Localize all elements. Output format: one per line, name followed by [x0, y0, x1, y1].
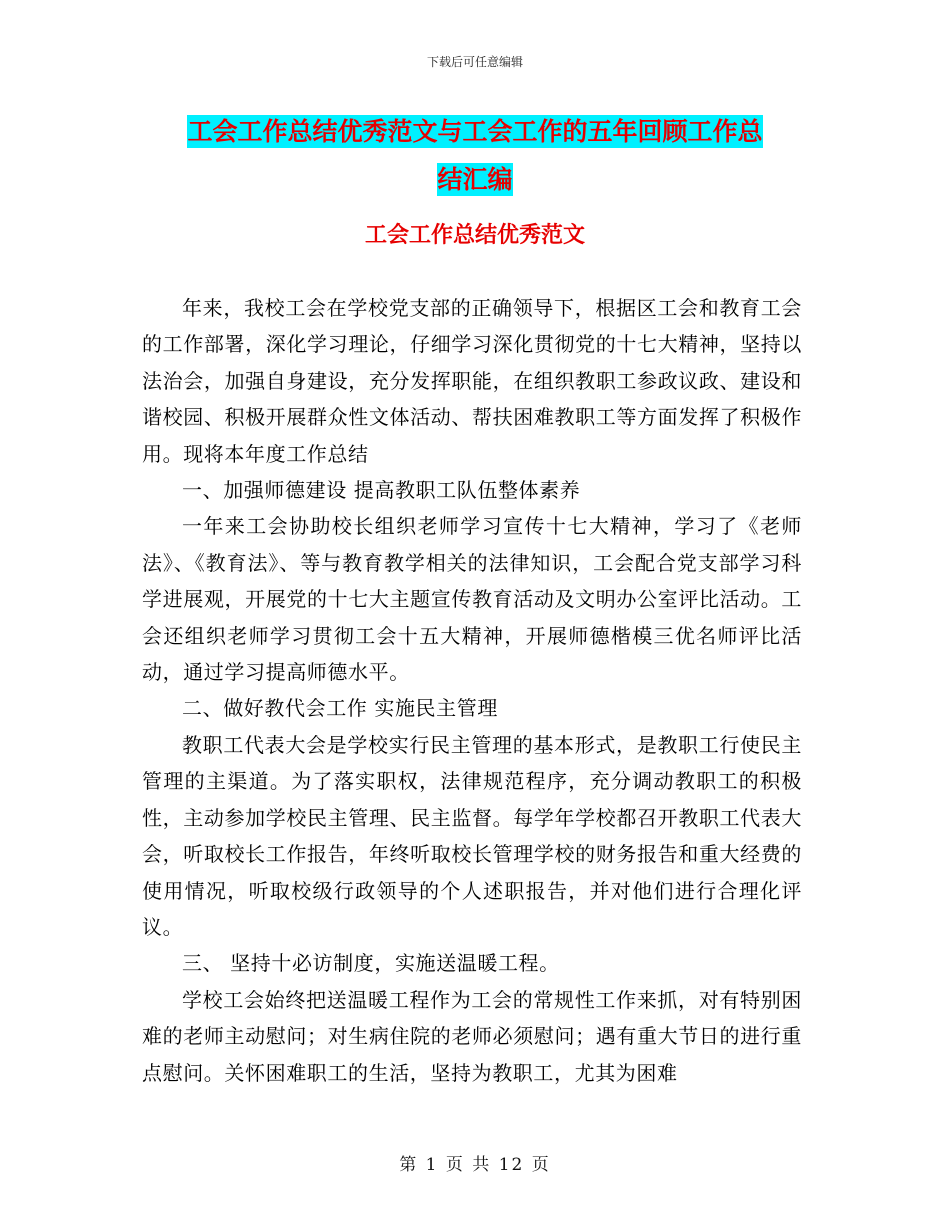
- paragraph-3: 学校工会始终把送温暖工程作为工会的常规性工作来抓，对有特别困难的老师主动慰问；对生病住院的老师必须慰问；遇有重大节日的进行重点慰问。关怀困难职工的生活，坚持为教职工，尤其为困难: [142, 987, 802, 1085]
- document-title: [140, 108, 810, 204]
- document-body: [142, 290, 802, 1091]
- page-footer: 第 1 页 共 12 页: [399, 1155, 551, 1175]
- paragraph-2: 教职工代表大会是学校实行民主管理的基本形式，是教职工行使民主管理的主渠道。为了落实职权，法律规范程序，充分调动教职工的积极性，主动参加学校民主管理、民主监督。每学年学校都召开教职工代表大会，听取校长工作报告，年终听取校长管理学校的财务报告和重大经费的使用情况，听取校级行政领导的个人述职报告，并对他们进行合理化评议。: [142, 732, 802, 939]
- heading-3: 三、 坚持十必访制度，实施送温暖工程。: [182, 951, 560, 976]
- heading-2: 二、做好教代会工作 实施民主管理: [182, 696, 498, 721]
- header-note: 下载后可任意编辑: [426, 55, 523, 69]
- document-title-line-2: 结汇编: [437, 165, 513, 194]
- paragraph-1: 一年来工会协助校长组织老师学习宣传十七大精神，学习了《老师法》、《教育法》、等与教育教学相关的法律知识，工会配合党支部学习科学进展观，开展党的十七大主题宣传教育活动及文明办公室评比活动。工会还组织老师学习贯彻工会十五大精神，开展师德楷模三优名师评比活动，通过学习提高师德水平。: [142, 514, 802, 685]
- paragraph-intro: 年来，我校工会在学校党支部的正确领导下，根据区工会和教育工会的工作部署，深化学习理论，仔细学习深化贯彻党的十七大精神，坚持以法治会，加强自身建设，充分发挥职能，在组织教职工参政议政、建设和谐校园、积极开展群众性文体活动、帮扶困难教职工等方面发挥了积极作用。现将本年度工作总结: [142, 296, 802, 466]
- heading-1: 一、加强师德建设 提高教职工队伍整体素养: [182, 478, 581, 503]
- section-title: 工会工作总结优秀范文: [364, 223, 585, 248]
- document-title-line-1: 工会工作总结优秀范文与工会工作的五年回顾工作总: [187, 117, 763, 146]
